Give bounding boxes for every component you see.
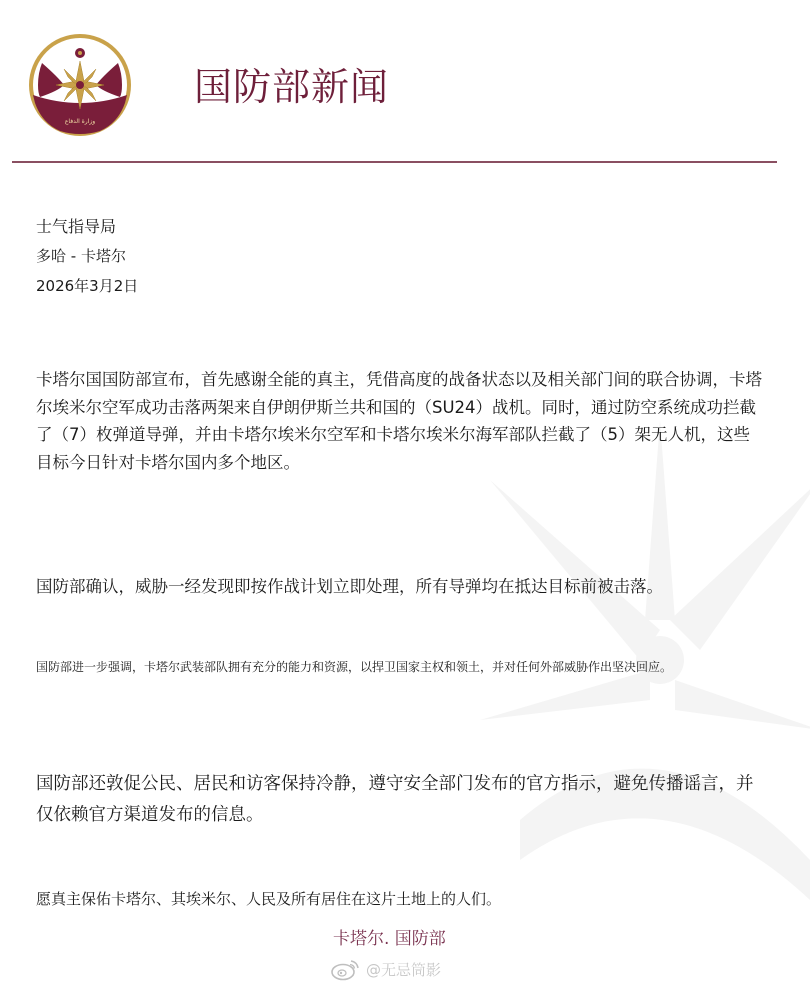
location-label: 多哈 - 卡塔尔 (36, 247, 126, 265)
weibo-icon (330, 957, 360, 981)
statement-paragraph-1: 卡塔尔国国防部宣布，首先感谢全能的真主，凭借高度的战备状态以及相关部门间的联合协调，卡塔尔埃米尔空军成功击落两架来自伊朗伊斯兰共和国的（SU24）战机。同时，通过防空系统成功拦截了（7）枚弹道导弹，并由卡塔尔埃米尔空军和卡塔尔埃米尔海军部队拦截了（5）架无人机，这些目标今日针对卡塔尔国内多个地区。 (36, 370, 762, 472)
page-title: 国防部新闻 (194, 65, 390, 109)
date-label: 2026年3月2日 (36, 277, 139, 295)
statement-paragraph-3: 国防部进一步强调，卡塔尔武装部队拥有充分的能力和资源，以捍卫国家主权和领土，并对任何外部威胁作出坚决回应。 (36, 660, 673, 674)
statement-paragraph-4: 国防部还敦促公民、居民和访客保持冷静，遵守安全部门发布的官方指示，避免传播谣言，并仅依赖官方渠道发布的信息。 (36, 774, 754, 825)
header-divider (12, 161, 777, 163)
logo-inscription: وزارة الدفاع (64, 118, 96, 125)
statement-paragraph-2: 国防部确认，威胁一经发现即按作战计划立即处理，所有导弹均在抵达目标前被击落。 (36, 577, 663, 596)
signature: 卡塔尔. 国防部 (333, 929, 446, 949)
social-watermark-text: @无忌筒影 (366, 960, 442, 979)
issuer-label: 士气指导局 (36, 217, 117, 236)
ministry-emblem-logo (28, 33, 132, 137)
statement-paragraph-5: 愿真主保佑卡塔尔、其埃米尔、人民及所有居住在这片土地上的人们。 (36, 890, 502, 908)
social-watermark (330, 955, 441, 983)
